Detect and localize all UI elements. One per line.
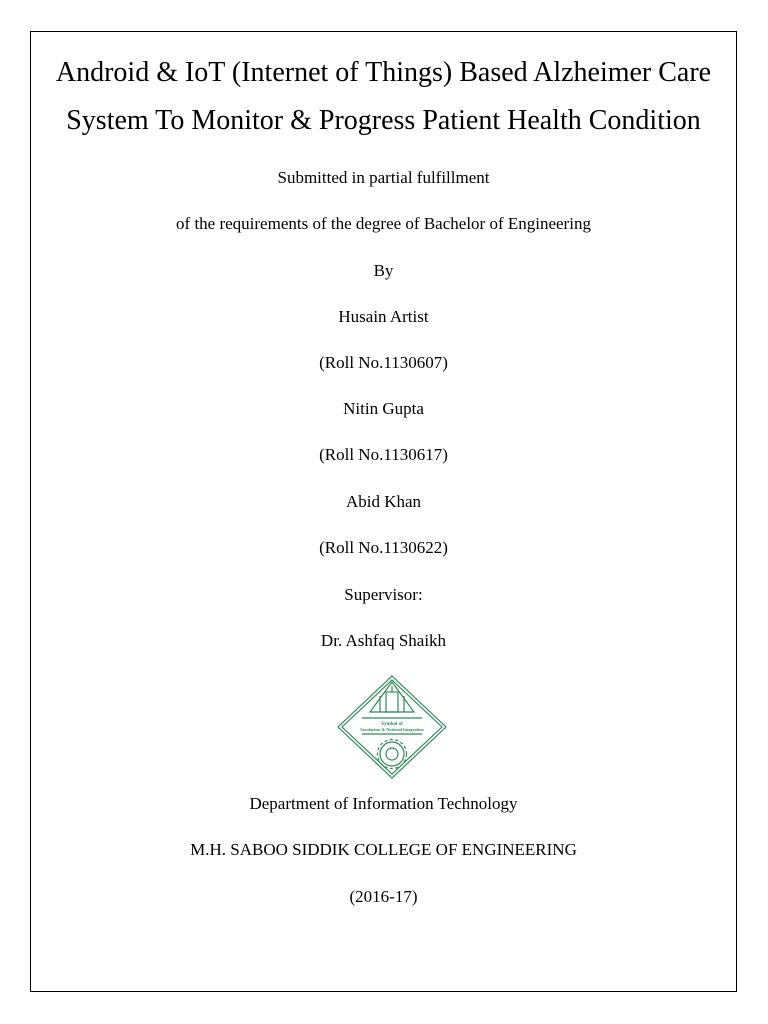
logo-tower-center [386, 692, 398, 712]
supervisor-label: Supervisor: [344, 585, 423, 604]
author-name: Husain Artist [338, 307, 429, 326]
author-roll: (Roll No.1130607) [319, 353, 448, 372]
author-name: Abid Khan [345, 492, 422, 511]
logo-gear-outer [380, 742, 404, 766]
title-line-2: System To Monitor & Progress Patient Health Condition [66, 105, 701, 136]
by-label: By [373, 261, 394, 280]
college-logo [336, 674, 448, 780]
author-name: Nitin Gupta [343, 399, 424, 418]
logo-gear-inner [386, 748, 398, 760]
academic-year: (2016-17) [349, 887, 418, 906]
author-roll: (Roll No.1130622) [319, 538, 448, 557]
submission-line-2: of the requirements of the degree of Bachelor of Engineering [176, 214, 591, 233]
supervisor-name: Dr. Ashfaq Shaikh [320, 631, 447, 650]
logo-text-line-2: Secularism & National Integration [360, 727, 424, 732]
logo-text-line-1: Symbol of [381, 722, 403, 727]
logo-gear-teeth [378, 740, 407, 769]
author-roll: (Roll No.1130617) [319, 445, 448, 464]
college-name: M.H. SABOO SIDDIK COLLEGE OF ENGINEERING [190, 840, 577, 859]
department: Department of Information Technology [249, 794, 518, 813]
title-line-1: Android & IoT (Internet of Things) Based Alzheimer Care [55, 57, 712, 88]
submission-line-1: Submitted in partial fulfillment [277, 168, 490, 187]
